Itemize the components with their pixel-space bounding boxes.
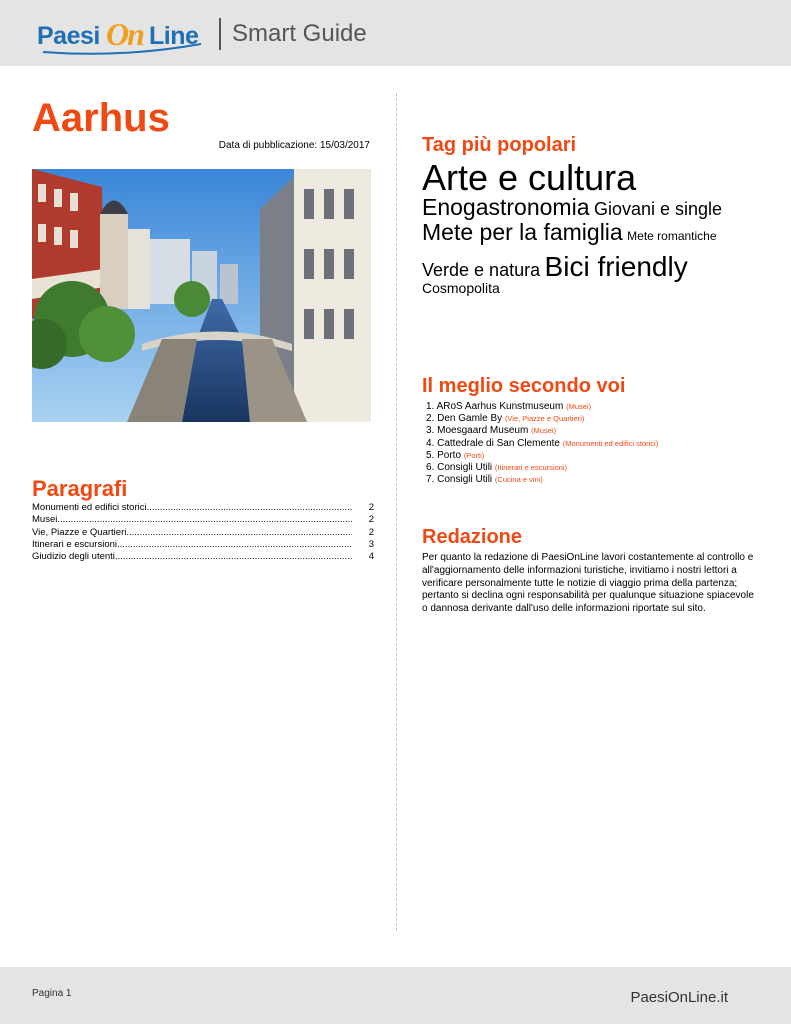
best-item[interactable]: [426, 438, 658, 450]
best-item[interactable]: [426, 413, 658, 425]
logo-text-line: Line: [149, 22, 199, 50]
best-item-num: 7.: [426, 474, 435, 486]
best-item-category: (Cucina e vini): [494, 475, 543, 485]
best-item-num: 2.: [426, 413, 435, 425]
toc-item-label: Giudizio degli utenti: [32, 551, 115, 563]
best-item-name: Consigli Utili: [437, 474, 493, 486]
best-item-category: (Porti): [463, 450, 485, 460]
best-item[interactable]: [426, 450, 658, 462]
column-divider: [396, 93, 397, 931]
toc-item-page: 2: [368, 526, 374, 538]
tag-cloud: [422, 157, 762, 297]
toc-item[interactable]: [32, 527, 374, 539]
best-item-name: Consigli Utili: [437, 462, 493, 474]
tag-link[interactable]: Mete romantiche: [627, 229, 717, 243]
best-item-category: (Monumenti ed edifici storici): [562, 438, 659, 448]
best-item[interactable]: [426, 462, 658, 474]
header-separator: [219, 18, 221, 50]
best-item-num: 3.: [426, 425, 435, 437]
logo-text-paesi: Paesi: [37, 22, 100, 50]
best-item-name: Moesgaard Museum: [437, 425, 529, 437]
toc-leader-dots: [57, 514, 352, 526]
paragrafi-toc: [32, 502, 374, 563]
tag-link[interactable]: Enogastronomia: [422, 194, 590, 220]
best-item[interactable]: [426, 425, 658, 437]
toc-item[interactable]: [32, 514, 374, 526]
redazione-text: Per quanto la redazione di PaesiOnLine lavori costantemente al controllo e all'aggiornamento delle informazioni turistiche, invitiamo i nostri lettori a verificare personalmente tutte le notizie di viaggio prima della partenza; pertanto si declina ogni responsabilità per qualunque situazione spiacevole o dannosa derivante dall'uso delle informazioni riportate sul sito.: [422, 552, 754, 615]
best-item-name: Cattedrale di San Clemente: [437, 437, 560, 449]
tag-link[interactable]: Mete per la famiglia: [422, 219, 623, 245]
toc-item-label: Musei: [32, 514, 58, 526]
toc-item-label: Monumenti ed edifici storici: [32, 502, 147, 513]
tag-link[interactable]: Verde e natura: [422, 260, 541, 280]
toc-item-page: 4: [368, 551, 374, 563]
toc-item[interactable]: [32, 539, 374, 551]
toc-item-label: Itinerari e escursioni: [32, 538, 118, 550]
city-photo: [32, 169, 371, 422]
toc-leader-dots: [126, 527, 352, 539]
toc-leader-dots: [147, 502, 352, 514]
header-bar: [0, 0, 791, 66]
toc-item-page: 3: [368, 538, 374, 550]
best-item-category: (Musei): [566, 402, 592, 411]
footer-site-link[interactable]: PaesiOnLine.it: [630, 989, 728, 1006]
paragrafi-heading: Paragrafi: [32, 476, 128, 501]
best-item-num: 6.: [426, 462, 435, 474]
toc-leader-dots: [115, 551, 352, 563]
best-item-name: Porto: [437, 449, 462, 461]
paesionline-logo[interactable]: [37, 14, 207, 58]
best-item[interactable]: [426, 401, 658, 413]
best-item-category: (Musei): [531, 426, 557, 436]
toc-item[interactable]: [32, 551, 374, 563]
toc-item-page: 2: [368, 514, 374, 526]
best-list: [426, 401, 658, 486]
best-heading: Il meglio secondo voi: [422, 375, 626, 397]
tag-link[interactable]: Cosmopolita: [422, 280, 500, 296]
best-item-category: (Vie, Piazze e Quartieri): [504, 414, 585, 424]
toc-leader-dots: [117, 539, 352, 551]
best-item-name: Den Gamle By: [437, 413, 503, 425]
tags-heading: Tag più popolari: [422, 134, 577, 156]
redazione-heading: Redazione: [422, 526, 523, 548]
tag-link[interactable]: Bici friendly: [544, 251, 688, 282]
tag-link[interactable]: Arte e cultura: [422, 157, 637, 198]
best-item-name: ARoS Aarhus Kunstmuseum: [436, 401, 564, 412]
best-item-category: (Itinerari e escursioni): [494, 463, 568, 473]
tag-link[interactable]: Giovani e single: [593, 199, 723, 219]
page-title: Aarhus: [32, 96, 170, 140]
best-item-num: 4.: [426, 437, 435, 449]
publication-date: Data di pubblicazione: 15/03/2017: [218, 140, 370, 151]
toc-item-page: 2: [368, 502, 374, 513]
logo-text-on: On: [106, 16, 143, 52]
toc-item[interactable]: [32, 502, 374, 514]
best-item[interactable]: [426, 474, 658, 486]
header-title: Smart Guide: [232, 20, 367, 47]
best-item-num: 1.: [426, 401, 435, 412]
best-item-num: 5.: [426, 449, 435, 461]
page-number: Pagina 1: [32, 988, 72, 999]
toc-item-label: Vie, Piazze e Quartieri: [32, 526, 127, 538]
footer-bar: [0, 967, 791, 1024]
